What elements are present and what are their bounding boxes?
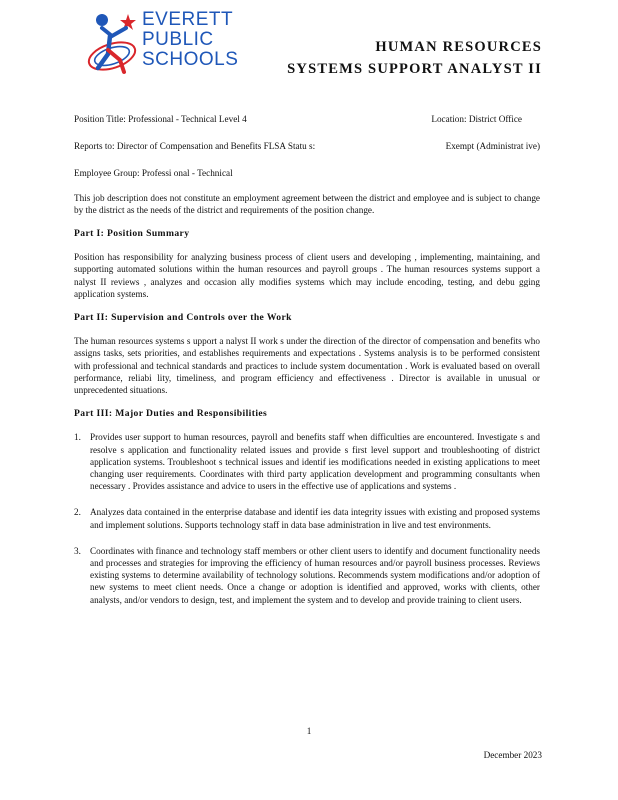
position-title: Position Title: Professional - Technical Level 4 [74,114,247,124]
title-line-2: SYSTEMS SUPPORT ANALYST II [287,61,542,77]
item-number: 3. [74,545,81,556]
item-number: 2. [74,507,81,518]
list-item [74,506,540,530]
part1-heading: Part I: Position Summary [74,228,190,240]
document-title [287,36,542,80]
item-text: Provides user support to human resources, payroll and benefits staff when difficulties are encountered. Investigate s and resolve s application and functionality related issues and provide s first level support and troubleshooting of district application systems. Troubleshoot s technical issues and identif ies modifications needed in existing applications to meet changing user requirements. Coordinates with third party application development and programming consultants when necessary . Provides assistance and advice to users in the effective use of applications and systems . [90,432,540,492]
logo-line-2: PUBLIC [142,29,214,50]
logo-wordmark [142,10,238,70]
location: Location: District Office [431,114,522,124]
part3-heading: Part III: Major Duties and Responsibilities [74,408,268,420]
part2-body: The human resources systems s upport a nalyst II work s under the direction of the director of compensation and benefits who assigns tasks, sets priorities, and establishes requirements and expectations . Systems analysis is to be performed consistent with professional and technical standards and practices to include system documentation . Work is evaluated based on overall performance, reliabi lity, timeliness, and program efficiency and effectiveness . Director is available in unusual or unprecedented situations. [74,336,540,396]
employee-group: Employee Group: Professi onal - Technical [74,168,233,179]
title-line-1: HUMAN RESOURCES [375,39,542,55]
item-text: Analyzes data contained in the enterprise database and identif ies data integrity issues with existing and proposed systems and implement solutions. Supports technology staff in data base administration in live and test environments. [90,507,540,530]
district-logo [86,10,246,78]
page-number: 1 [306,726,312,736]
reports-row [74,140,540,152]
duties-list [74,431,540,605]
intro-paragraph: This job description does not constitute an employment agreement between the district and employee and is subject to change by the district as the needs of the district and requirements of the position change. [74,192,540,215]
footer-date: December 2023 [483,750,542,760]
list-item [74,431,540,492]
logo-line-1: EVERETT [142,9,234,30]
list-item [74,545,540,606]
reports-to: Reports to: Director of Compensation and Benefits FLSA Statu s: [74,141,316,152]
logo-line-3: SCHOOLS [142,49,239,70]
position-row [74,113,540,125]
part1-body: Position has responsibility for analyzing business process of client users and developing , implementing, maintaining, and supporting automated solutions within the human resources and payroll groups . The human resources systems support a nalyst II reviews , analyzes and occasion ally modifies systems which may include encoding, testing, and debu gging application systems. [74,252,540,299]
item-text: Coordinates with finance and technology staff members or other client users to identify and document functionality needs and processes and strategies for improving the efficiency of human resources and/or payroll business processes. Reviews existing systems to determine availability of technology solutions. Recommends system modifications and/or adoption of new systems to meet client needs. Once a change or adoption is identified and approved, works with clients, other analysts, and/or vendors to design, test, and implement the system and to develop and provide training to client users. [90,545,540,605]
document-body [74,113,540,620]
part2-heading: Part II: Supervision and Controls over the Work [74,312,292,324]
item-number: 1. [74,432,81,443]
runner-logo-icon [86,10,144,78]
flsa-status: Exempt (Administrat ive) [445,141,540,152]
